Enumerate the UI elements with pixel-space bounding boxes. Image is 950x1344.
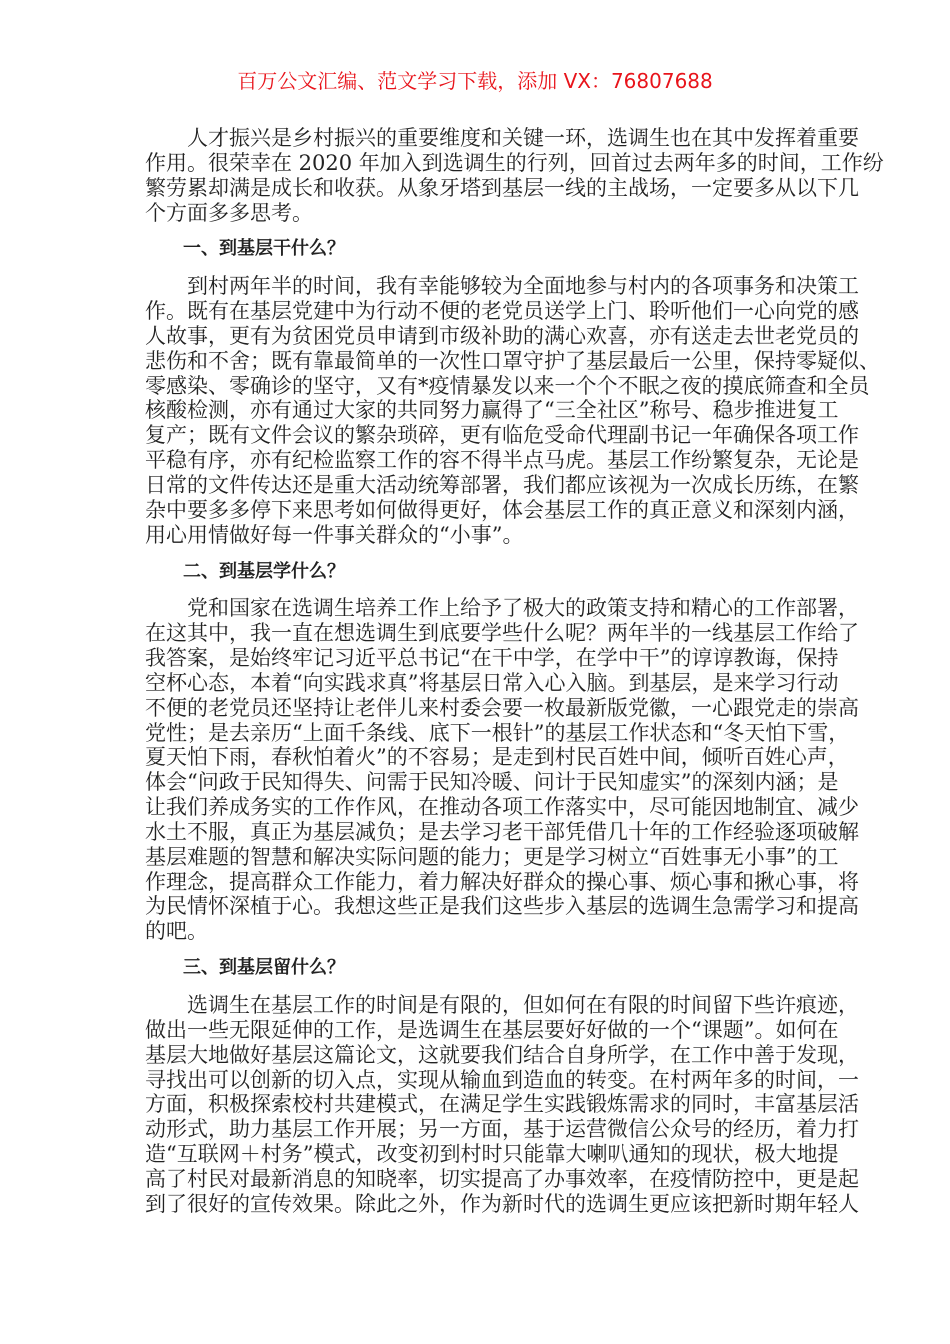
paragraph-line: 党性；是去亲历“上面千条线、底下一根针”的基层工作状态和“冬天怕下雪， <box>145 720 850 745</box>
section-paragraph <box>145 274 880 547</box>
watermark-banner: 百万公文汇编、范文学习下载，添加 VX：76807688 <box>237 69 713 93</box>
paragraph-line: 体会“问政于民知得失、问需于民知冷暖、问计于民知虚实”的深刻内涵；是 <box>145 770 839 795</box>
section-heading: 二、到基层学什么？ <box>183 560 345 582</box>
paragraph-line: 基层难题的智慧和解决实际问题的能力；更是学习树立“百姓事无小事”的工 <box>145 844 839 869</box>
section-heading: 三、到基层留什么？ <box>183 957 345 979</box>
paragraph-line: 作用。很荣幸在 2020 年加入到选调生的行列，回首过去两年多的时间，工作纷 <box>145 150 884 175</box>
paragraph-line: 做出一些无限延伸的工作，是选调生在基层要好好做的一个“课题”。如何在 <box>145 1017 839 1042</box>
paragraph-line: 人才振兴是乡村振兴的重要维度和关键一环，选调生也在其中发挥着重要 <box>187 126 859 150</box>
paragraph-line: 作理念，提高群众工作能力，着力解决好群众的操心事、烦心事和揪心事，将 <box>145 869 859 894</box>
document-body <box>145 126 884 1217</box>
paragraph-line: 空杯心态，本着“向实践求真”将基层日常入心入脑。到基层，是来学习行动 <box>145 670 839 695</box>
paragraph-line: 造“互联网＋村务”模式，改变初到村时只能靠大喇叭通知的现状，极大地提 <box>145 1142 839 1167</box>
paragraph-line: 平稳有序，亦有纪检监察工作的容不得半点马虎。基层工作纷繁复杂，无论是 <box>145 448 859 473</box>
paragraph-line: 作。既有在基层党建中为行动不便的老党员送学上门、聆听他们一心向党的感 <box>145 299 859 324</box>
paragraph-line: 选调生在基层工作的时间是有限的，但如何在有限的时间留下些许痕迹， <box>187 993 859 1017</box>
paragraph-line: 繁劳累却满是成长和收获。从象牙塔到基层一线的主战场，一定要多从以下几 <box>145 175 859 200</box>
paragraph-line: 零感染、零确诊的坚守，又有*疫情暴发以来一个个不眠之夜的摸底筛查和全员 <box>145 373 870 398</box>
paragraph-line: 到了很好的宣传效果。除此之外，作为新时代的选调生更应该把新时期年轻人 <box>145 1191 859 1216</box>
paragraph-line: 寻找出可以创新的切入点，实现从输血到造血的转变。在村两年多的时间，一 <box>145 1067 859 1092</box>
section-paragraph <box>145 596 859 944</box>
paragraph-line: 不便的老党员还坚持让老伴儿来村委会要一枚最新版党徽，一心跟党走的崇高 <box>145 695 859 720</box>
paragraph-line: 的吧。 <box>145 919 208 944</box>
paragraph-line: 水土不服，真正为基层减负；是去学习老干部凭借几十年的工作经验逐项破解 <box>145 819 859 844</box>
paragraph-line: 人故事，更有为贫困党员申请到市级补助的满心欢喜，亦有送走去世老党员的 <box>145 323 859 348</box>
paragraph-line: 在这其中，我一直在想选调生到底要学些什么呢？两年半的一线基层工作给了 <box>145 621 859 646</box>
section-heading: 一、到基层干什么？ <box>183 238 345 260</box>
paragraph-line: 到村两年半的时间，我有幸能够较为全面地参与村内的各项事务和决策工 <box>187 274 859 299</box>
paragraph-line: 高了村民对最新消息的知晓率，切实提高了办事效率，在疫情防控中，更是起 <box>145 1166 859 1191</box>
paragraph-line: 日常的文件传达还是重大活动统筹部署，我们都应该视为一次成长历练，在繁 <box>145 472 859 497</box>
paragraph-line: 复产；既有文件会议的繁杂琐碎，更有临危受命代理副书记一年确保各项工作 <box>145 423 859 448</box>
paragraph-line: 为民情怀深植于心。我想这些正是我们这些步入基层的选调生急需学习和提高 <box>145 894 859 919</box>
paragraph-line: 我答案，是始终牢记习近平总书记“在干中学，在学中干”的谆谆教诲，保持 <box>145 646 839 671</box>
paragraph-line: 核酸检测，亦有通过大家的共同努力赢得了“三全社区”称号、稳步推进复工 <box>145 398 839 423</box>
section-paragraph <box>145 993 859 1217</box>
paragraph-line: 方面，积极探索校村共建模式，在满足学生实践锻炼需求的同时，丰富基层活 <box>145 1092 859 1117</box>
paragraph-line: 动形式，助力基层工作开展；另一方面，基于运营微信公众号的经历，着力打 <box>145 1117 859 1142</box>
paragraph-line: 个方面多多思考。 <box>145 200 313 225</box>
paragraph-line: 悲伤和不舍；既有靠最简单的一次性口罩守护了基层最后一公里，保持零疑似、 <box>145 348 880 373</box>
paragraph-line: 基层大地做好基层这篇论文，这就要我们结合自身所学，在工作中善于发现， <box>145 1042 859 1067</box>
paragraph-line: 夏天怕下雨，春秋怕着火”的不容易；是走到村民百姓中间，倾听百姓心声， <box>145 745 849 770</box>
paragraph-line: 杂中要多多停下来思考如何做得更好，体会基层工作的真正意义和深刻内涵， <box>145 497 859 522</box>
paragraph-line: 用心用情做好每一件事关群众的“小事”。 <box>145 522 524 547</box>
paragraph-line: 党和国家在选调生培养工作上给予了极大的政策支持和精心的工作部署， <box>187 596 859 621</box>
paragraph-line: 让我们养成务实的工作作风，在推动各项工作落实中，尽可能因地制宜、减少 <box>145 795 859 820</box>
intro-paragraph <box>145 126 884 225</box>
